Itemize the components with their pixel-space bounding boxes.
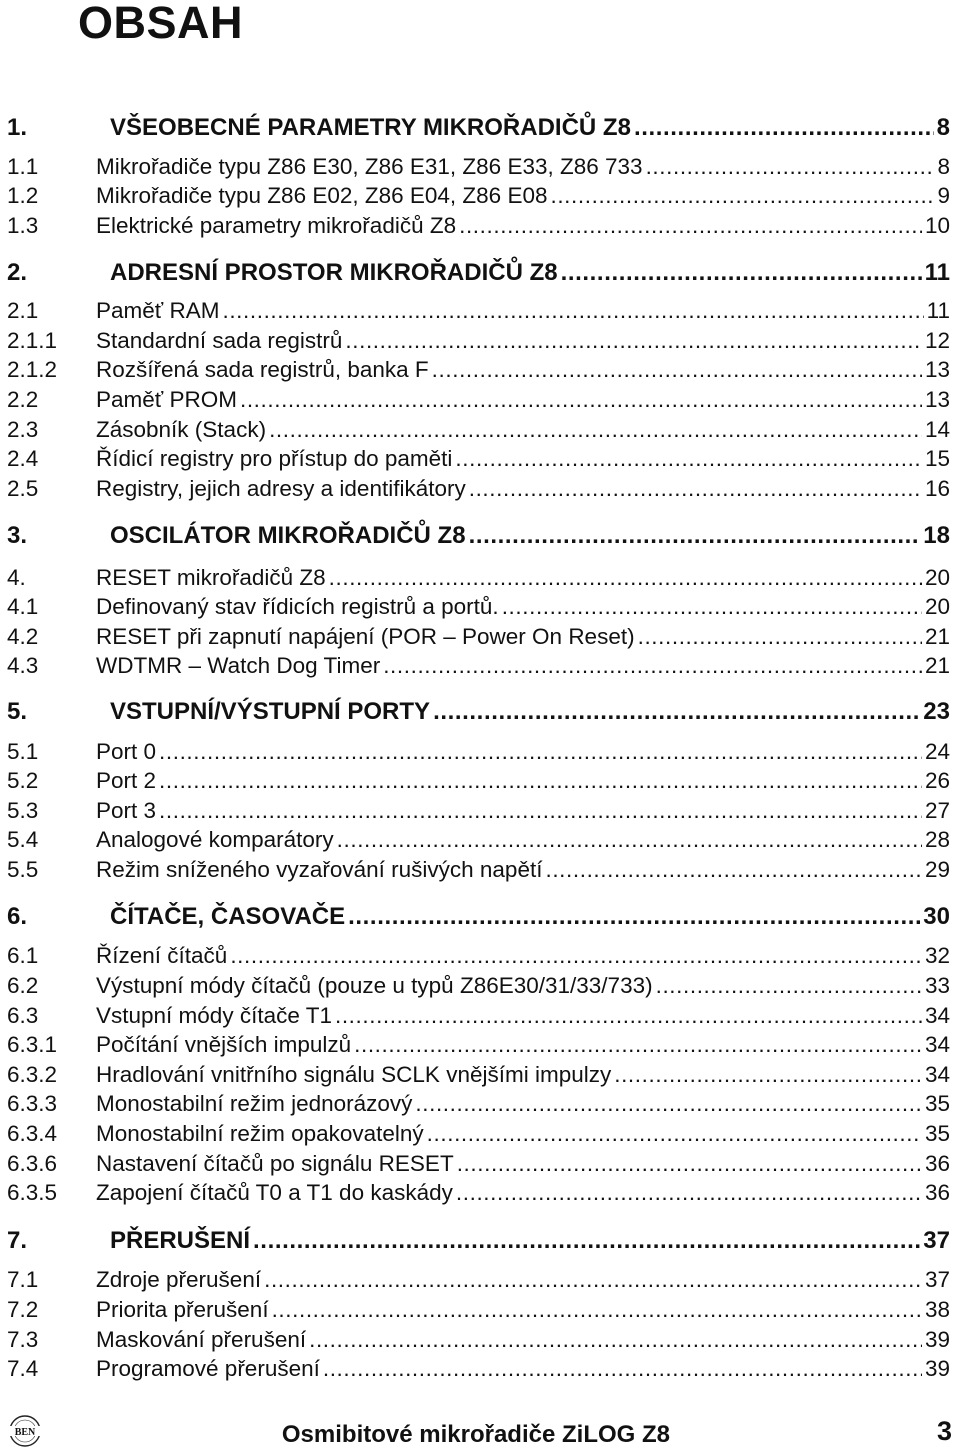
toc-entry <box>7 355 950 385</box>
dot-leader <box>348 902 920 932</box>
toc-entry <box>7 1295 950 1325</box>
toc-entry-page: 20 <box>924 594 950 619</box>
toc-entry-title: Mikrořadiče typu Z86 E02, Z86 E04, Z86 E08 <box>96 183 548 208</box>
toc-entry-number: 7. <box>7 1227 28 1254</box>
toc-entry-page: 15 <box>924 446 950 471</box>
toc-entry <box>7 474 950 504</box>
toc-entry <box>7 1030 950 1060</box>
page-title: OBSAH <box>78 0 244 48</box>
toc-entry <box>7 651 950 681</box>
toc-entry <box>7 592 950 622</box>
toc-entry-page: 11 <box>924 259 950 286</box>
dot-leader <box>456 1178 922 1208</box>
dot-leader <box>309 1325 922 1355</box>
toc-entry-number: 2. <box>7 259 28 286</box>
dot-leader <box>159 796 922 826</box>
toc-entry-title: Řídicí registry pro přístup do paměti <box>96 446 453 471</box>
toc-entry-page: 39 <box>924 1356 950 1381</box>
toc-entry <box>7 1089 950 1119</box>
dot-leader <box>272 1295 922 1325</box>
toc-entry-number: 5.2 <box>7 768 39 793</box>
toc-entry-title: Monostabilní režim jednorázový <box>96 1091 413 1116</box>
toc-entry-title: Analogové komparátory <box>96 827 334 852</box>
toc-entry-page: 10 <box>924 213 950 238</box>
toc-entry-page: 27 <box>924 798 950 823</box>
toc-entry-page: 32 <box>924 943 950 968</box>
dot-leader <box>502 592 922 622</box>
toc-entry-number: 7.2 <box>7 1297 39 1322</box>
toc-entry <box>7 1325 950 1355</box>
toc-entry-page: 26 <box>924 768 950 793</box>
toc-entry-number: 4.2 <box>7 624 39 649</box>
toc-entry <box>7 1354 950 1384</box>
toc-entry-title: ADRESNÍ PROSTOR MIKROŘADIČŮ Z8 <box>110 259 558 286</box>
toc-entry-number: 2.1.1 <box>7 328 58 353</box>
toc-entry-title: Monostabilní režim opakovatelný <box>96 1121 424 1146</box>
dot-leader <box>433 697 920 727</box>
dot-leader <box>614 1060 922 1090</box>
dot-leader <box>638 622 922 652</box>
dot-leader <box>455 444 922 474</box>
toc-entry-page: 9 <box>937 183 950 208</box>
toc-entry-title: ČÍTAČE, ČASOVAČE <box>110 903 346 930</box>
toc-entry-page: 30 <box>923 903 950 930</box>
dot-leader <box>159 766 922 796</box>
toc-entry-number: 6.3.2 <box>7 1062 58 1087</box>
toc-entry <box>7 563 950 593</box>
toc-entry-page: 14 <box>924 417 950 442</box>
toc-entry-number: 6.1 <box>7 943 39 968</box>
toc-entry <box>7 385 950 415</box>
toc-entry-number: 2.2 <box>7 387 39 412</box>
toc-entry-page: 24 <box>924 739 950 764</box>
toc-chapter-entry <box>7 521 950 551</box>
toc-entry-title: Registry, jejich adresy a identifikátory <box>96 476 466 501</box>
dot-leader <box>329 563 922 593</box>
toc-chapter-entry <box>7 697 950 727</box>
toc-entry-title: Režim sníženého vyzařování rušivých napětí <box>96 857 543 882</box>
toc-entry-number: 6.3.4 <box>7 1121 58 1146</box>
dot-leader <box>264 1265 922 1295</box>
toc-entry-title: WDTMR – Watch Dog Timer <box>96 653 381 678</box>
toc-entry-title: OSCILÁTOR MIKROŘADIČŮ Z8 <box>110 522 466 549</box>
dot-leader <box>457 1149 922 1179</box>
toc-entry <box>7 766 950 796</box>
toc-entry <box>7 1178 950 1208</box>
toc-chapter-entry <box>7 258 950 288</box>
toc-entry-number: 2.4 <box>7 446 39 471</box>
toc-entry-title: Zásobník (Stack) <box>96 417 267 442</box>
dot-leader <box>469 474 922 504</box>
toc-entry <box>7 444 950 474</box>
toc-entry-title: Paměť PROM <box>96 387 237 412</box>
dot-leader <box>545 855 922 885</box>
toc-entry-number: 6.3.6 <box>7 1151 58 1176</box>
toc-entry-title: Výstupní módy čítačů (pouze u typů Z86E30/31/33/733) <box>96 973 653 998</box>
toc-entry-number: 3. <box>7 522 28 549</box>
toc-entry-title: Elektrické parametry mikrořadičů Z8 <box>96 213 457 238</box>
toc-entry-title: Zdroje přerušení <box>96 1267 262 1292</box>
toc-entry-title: VŠEOBECNÉ PARAMETRY MIKROŘADIČŮ Z8 <box>110 114 631 141</box>
toc-entry-number: 1.2 <box>7 183 39 208</box>
dot-leader <box>345 326 922 356</box>
toc-entry-number: 5. <box>7 698 28 725</box>
toc-entry-number: 5.5 <box>7 857 39 882</box>
dot-leader <box>646 152 935 182</box>
toc-entry-number: 5.4 <box>7 827 39 852</box>
toc-entry-page: 21 <box>924 624 950 649</box>
toc-entry-page: 11 <box>926 298 950 323</box>
toc-entry-title: Počítání vnějších impulzů <box>96 1032 352 1057</box>
toc-entry-page: 38 <box>924 1297 950 1322</box>
toc-entry <box>7 622 950 652</box>
toc-entry-number: 2.3 <box>7 417 39 442</box>
toc-entry-title: Port 2 <box>96 768 157 793</box>
toc-entry <box>7 296 950 326</box>
toc-entry-title: VSTUPNÍ/VÝSTUPNÍ PORTY <box>110 698 431 725</box>
toc-entry-page: 34 <box>924 1062 950 1087</box>
toc-entry-title: Mikrořadiče typu Z86 E30, Z86 E31, Z86 E33, Z86 733 <box>96 154 643 179</box>
toc-entry-number: 7.1 <box>7 1267 39 1292</box>
dot-leader <box>240 385 922 415</box>
toc-entry-page: 37 <box>923 1227 950 1254</box>
toc-entry-page: 37 <box>924 1267 950 1292</box>
toc-entry <box>7 855 950 885</box>
toc-entry-page: 35 <box>924 1121 950 1146</box>
toc-entry-number: 4. <box>7 565 26 590</box>
dot-leader <box>432 355 922 385</box>
toc-entry <box>7 1001 950 1031</box>
toc-entry-number: 4.3 <box>7 653 39 678</box>
dot-leader <box>415 1089 922 1119</box>
toc-entry <box>7 326 950 356</box>
toc-entry-page: 36 <box>924 1180 950 1205</box>
toc-entry <box>7 211 950 241</box>
toc-entry-page: 34 <box>924 1032 950 1057</box>
toc-entry-number: 6.3.3 <box>7 1091 58 1116</box>
toc-entry-number: 2.1.2 <box>7 357 58 382</box>
toc-entry-page: 8 <box>936 114 950 141</box>
dot-leader <box>159 737 922 767</box>
toc-entry-page: 8 <box>937 154 950 179</box>
toc-entry-number: 1.3 <box>7 213 39 238</box>
toc-entry-title: Vstupní módy čítače T1 <box>96 1003 332 1028</box>
toc-chapter-entry <box>7 1226 950 1256</box>
toc-entry-title: Nastavení čítačů po signálu RESET <box>96 1151 454 1176</box>
toc-entry-title: Port 3 <box>96 798 157 823</box>
toc-entry-number: 5.1 <box>7 739 39 764</box>
toc-entry-page: 29 <box>924 857 950 882</box>
dot-leader <box>561 258 922 288</box>
toc-entry-title: Rozšířená sada registrů, banka F <box>96 357 429 382</box>
dot-leader <box>269 415 922 445</box>
toc-entry-title: Port 0 <box>96 739 157 764</box>
toc-entry <box>7 796 950 826</box>
toc-entry-title: Priorita přerušení <box>96 1297 269 1322</box>
dot-leader <box>656 971 922 1001</box>
toc-entry-number: 5.3 <box>7 798 39 823</box>
toc-entry-number: 2.1 <box>7 298 39 323</box>
toc-entry <box>7 1119 950 1149</box>
toc-entry <box>7 181 950 211</box>
toc-entry-title: Programové přerušení <box>96 1356 320 1381</box>
toc-entry-title: Definovaný stav řídicích registrů a portů. <box>96 594 499 619</box>
toc-entry-number: 6.2 <box>7 973 39 998</box>
toc-entry-number: 1. <box>7 114 28 141</box>
footer-page-number: 3 <box>936 1416 952 1446</box>
toc-entry-page: 33 <box>924 973 950 998</box>
dot-leader <box>253 1226 920 1256</box>
toc-entry-page: 13 <box>924 387 950 412</box>
toc-entry-page: 13 <box>924 357 950 382</box>
toc-entry <box>7 971 950 1001</box>
toc-entry-number: 6.3.1 <box>7 1032 58 1057</box>
footer-book-title: Osmibitové mikrořadiče ZiLOG Z8 <box>281 1421 670 1448</box>
toc-entry-title: Maskování přerušení <box>96 1327 307 1352</box>
toc-entry-number: 2.5 <box>7 476 39 501</box>
toc-entry-number: 1.1 <box>7 154 39 179</box>
dot-leader <box>427 1119 922 1149</box>
toc-entry-page: 39 <box>924 1327 950 1352</box>
toc-entry-page: 23 <box>923 698 950 725</box>
toc-entry <box>7 1149 950 1179</box>
toc-entry-number: 7.4 <box>7 1356 39 1381</box>
dot-leader <box>459 211 922 241</box>
toc-entry-number: 6.3 <box>7 1003 39 1028</box>
toc-entry-title: RESET mikrořadičů Z8 <box>96 565 326 590</box>
toc-entry <box>7 737 950 767</box>
dot-leader <box>230 941 922 971</box>
publisher-logo-text: BEN <box>14 1427 36 1438</box>
dot-leader <box>335 1001 922 1031</box>
toc-entry-title: Zapojení čítačů T0 a T1 do kaskády <box>96 1180 453 1205</box>
toc-entry-page: 34 <box>924 1003 950 1028</box>
dot-leader <box>469 521 921 551</box>
toc-entry-title: Hradlování vnitřního signálu SCLK vnějšími impulzy <box>96 1062 612 1087</box>
dot-leader <box>222 296 923 326</box>
dot-leader <box>354 1030 922 1060</box>
toc-entry <box>7 1060 950 1090</box>
toc-entry-page: 36 <box>924 1151 950 1176</box>
toc-entry-number: 6.3.5 <box>7 1180 58 1205</box>
toc-entry <box>7 1265 950 1295</box>
toc-chapter-entry <box>7 113 950 143</box>
toc-entry-page: 20 <box>924 565 950 590</box>
toc-entry <box>7 941 950 971</box>
toc-entry-title: Standardní sada registrů <box>96 328 343 353</box>
dot-leader <box>634 113 934 143</box>
toc-entry-page: 21 <box>924 653 950 678</box>
dot-leader <box>337 825 922 855</box>
toc-entry <box>7 825 950 855</box>
toc-entry-page: 35 <box>924 1091 950 1116</box>
toc-entry <box>7 415 950 445</box>
dot-leader <box>550 181 934 211</box>
toc-entry-page: 28 <box>924 827 950 852</box>
toc-entry-page: 16 <box>924 476 950 501</box>
toc-entry-title: RESET při zapnutí napájení (POR – Power On Reset) <box>96 624 635 649</box>
toc-chapter-entry <box>7 902 950 932</box>
toc-entry-number: 6. <box>7 903 28 930</box>
toc-entry-page: 12 <box>924 328 950 353</box>
toc-entry <box>7 152 950 182</box>
toc-entry-number: 7.3 <box>7 1327 39 1352</box>
dot-leader <box>323 1354 922 1384</box>
toc-entry-page: 18 <box>923 522 950 549</box>
toc-entry-number: 4.1 <box>7 594 39 619</box>
dot-leader <box>383 651 922 681</box>
publisher-logo <box>6 1413 44 1449</box>
toc-entry-title: PŘERUŠENÍ <box>110 1227 251 1254</box>
toc-entry-title: Řízení čítačů <box>96 943 228 968</box>
toc-entry-title: Paměť RAM <box>96 298 220 323</box>
